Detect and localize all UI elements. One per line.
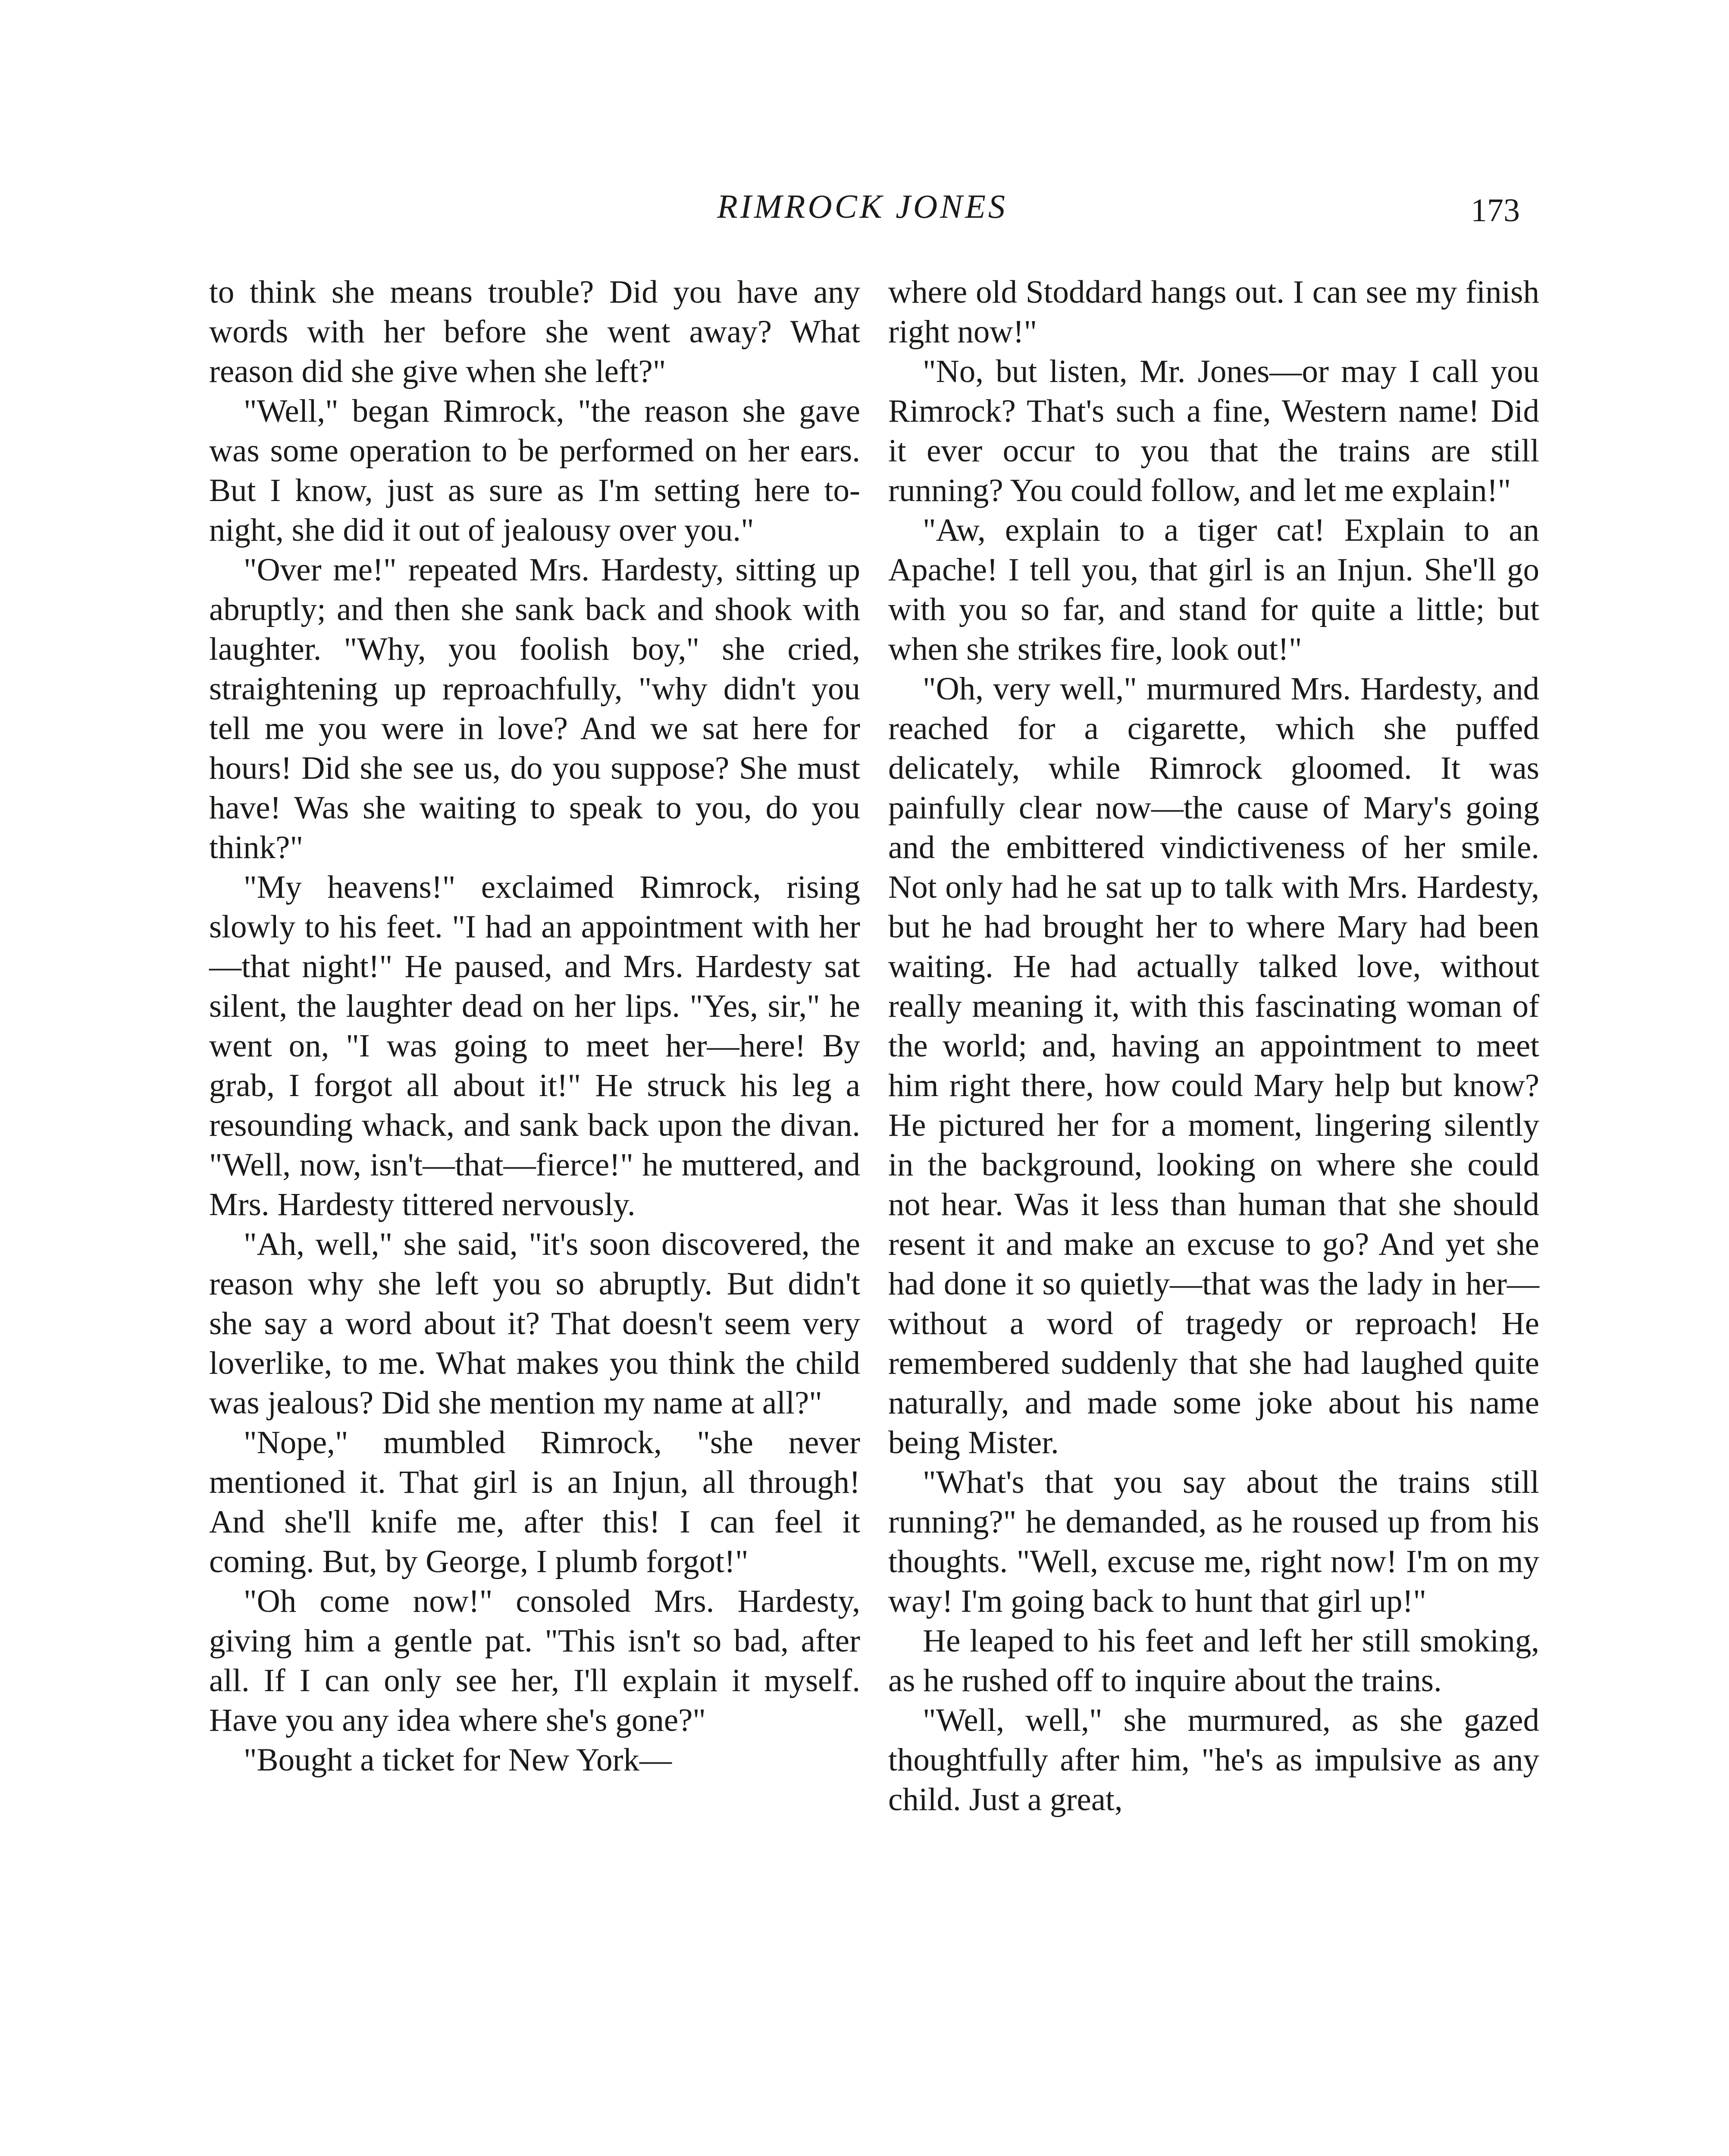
paragraph: "Oh come now!" consoled Mrs. Hardesty, giving him a gentle pat. "This isn't so bad, after all. If I can only see her, I'll explain it myself. Have you any idea where she's gone?" — [209, 1583, 860, 1738]
paragraph: "Over me!" repeated Mrs. Hardesty, sitting up abruptly; and then she sank back and shook with laughter. "Why, you foolish boy," she cried, straightening up reproachfully, "why didn't you tell me you were in love? And we sat here for hours! Did she see us, do you suppose? She must have! Was she waiting to speak to you, do you think?" — [209, 552, 860, 865]
page-number: 173 — [1471, 192, 1520, 229]
paragraph: "No, but listen, Mr. Jones—or may I call you Rimrock? That's such a fine, Western name! Did it ever occur to you that the trains are still running? You could follow, and let me explain!" — [888, 354, 1539, 508]
paragraph: "What's that you say about the trains still running?" he demanded, as he roused up from his thoughts. "Well, excuse me, right now! I'm on my way! I'm going back to hunt that girl up!" — [888, 1464, 1539, 1619]
paragraph: "Nope," mumbled Rimrock, "she never mentioned it. That girl is an Injun, all through! And she'll knife me, after this! I can feel it coming. But, by George, I plumb forgot!" — [209, 1425, 860, 1579]
right-text-column — [888, 273, 1539, 1820]
paragraph: "My heavens!" exclaimed Rimrock, rising slowly to his feet. "I had an appointment with her—that night!" He paused, and Mrs. Hardesty sat silent, the laughter dead on her lips. "Yes, sir," he went on, "I was going to meet her—here! By grab, I forgot all about it!" He struck his leg a resounding whack, and sank back upon the divan. "Well, now, isn't—that—fierce!" he muttered, and Mrs. Hardesty tittered nervously. — [209, 869, 860, 1222]
paragraph: to think she means trouble? Did you have any words with her before she went away? What reason did she give when she left?" — [209, 274, 860, 389]
paragraph: He leaped to his feet and left her still smoking, as he rushed off to inquire about the trains. — [888, 1623, 1539, 1698]
left-text-column — [209, 273, 860, 1780]
paragraph: "Oh, very well," murmured Mrs. Hardesty, and reached for a cigarette, which she puffed delicately, while Rimrock gloomed. It was painfully clear now—the cause of Mary's going and the embittered vindictiveness of her smile. Not only had he sat up to talk with Mrs. Hardesty, but he had brought her to where Mary had been waiting. He had actually talked love, without really meaning it, with this fascinating woman of the world; and, having an appointment to meet him right there, how could Mary help but know? He pictured her for a moment, lingering silently in the background, looking on where she could not hear. Was it less than human that she should resent it and make an excuse to go? And yet she had done it so quietly—that was the lady in her—without a word of tragedy or reproach! He remembered suddenly that she had laughed quite naturally, and made some joke about his name being Mister. — [888, 671, 1539, 1460]
paragraph: "Ah, well," she said, "it's soon discovered, the reason why she left you so abruptly. But didn't she say a word about it? That doesn't seem very loverlike, to me. What makes you think the child was jealous? Did she mention my name at all?" — [209, 1226, 860, 1421]
paragraph: where old Stoddard hangs out. I can see my finish right now!" — [888, 274, 1539, 350]
paragraph: "Well," began Rimrock, "the reason she gave was some operation to be performed on her ears. But I know, just as sure as I'm setting here to-night, she did it out of jealousy over you." — [209, 393, 860, 548]
running-title: RIMROCK JONES — [717, 188, 1008, 225]
paragraph: "Well, well," she murmured, as she gazed thoughtfully after him, "he's as impulsive as any child. Just a great, — [888, 1702, 1539, 1818]
paragraph: "Bought a ticket for New York— — [244, 1742, 672, 1778]
paragraph: "Aw, explain to a tiger cat! Explain to an Apache! I tell you, that girl is an Injun. She'll go with you so far, and stand for quite a little; but when she strikes fire, look out!" — [888, 512, 1539, 667]
